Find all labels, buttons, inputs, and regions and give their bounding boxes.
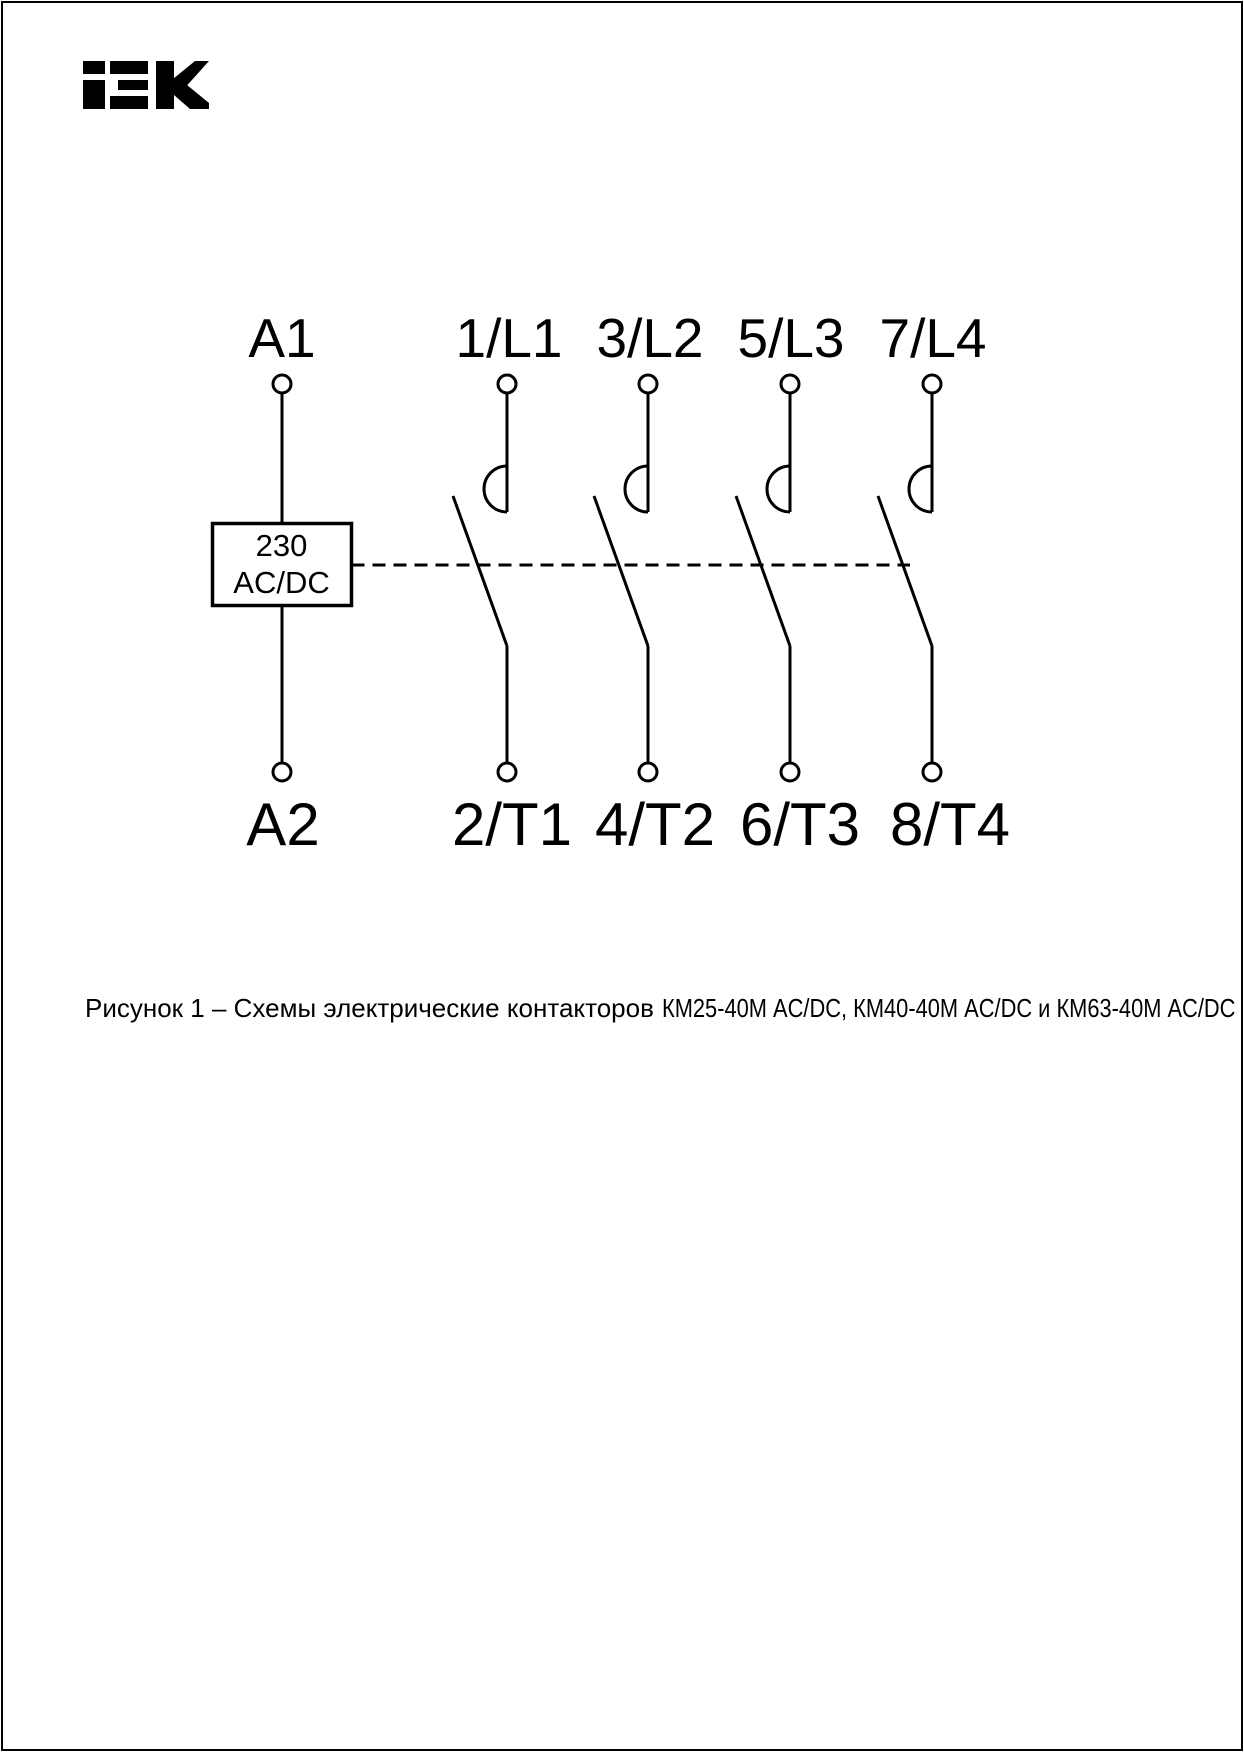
terminal-label-2t1: 2/T1: [451, 791, 573, 858]
terminal-label-a2: A2: [246, 791, 320, 858]
terminal-label-6t3: 6/T3: [739, 791, 861, 858]
terminal-label-7l4: 7/L4: [879, 307, 987, 369]
terminal-circle-a2: [273, 763, 291, 781]
terminal-label-a1: A1: [248, 307, 316, 369]
terminal-circle-a1: [273, 375, 291, 393]
main-contact-1: [453, 375, 516, 781]
coil-rating-voltage: 230: [255, 528, 308, 563]
terminal-label-3l2: 3/L2: [596, 307, 704, 369]
main-contact-3: [736, 375, 799, 781]
figure-caption: [85, 993, 1244, 1023]
terminal-label-4t2: 4/T2: [594, 791, 716, 858]
coil-rating: [212, 523, 351, 605]
coil-rating-type: AC/DC: [233, 565, 330, 600]
main-contact-2: [594, 375, 657, 781]
figure-caption-models: КМ25-40М AC/DC, КМ40-40М AC/DC и КМ63-40М AC/DC: [661, 993, 1236, 1023]
main-contact-4: [878, 375, 941, 781]
terminal-label-5l3: 5/L3: [737, 307, 845, 369]
figure-caption-prefix: Рисунок 1 – Схемы электрические контакторов: [85, 993, 654, 1023]
terminal-label-8t4: 8/T4: [889, 791, 1011, 858]
terminal-label-1l1: 1/L1: [455, 307, 563, 369]
